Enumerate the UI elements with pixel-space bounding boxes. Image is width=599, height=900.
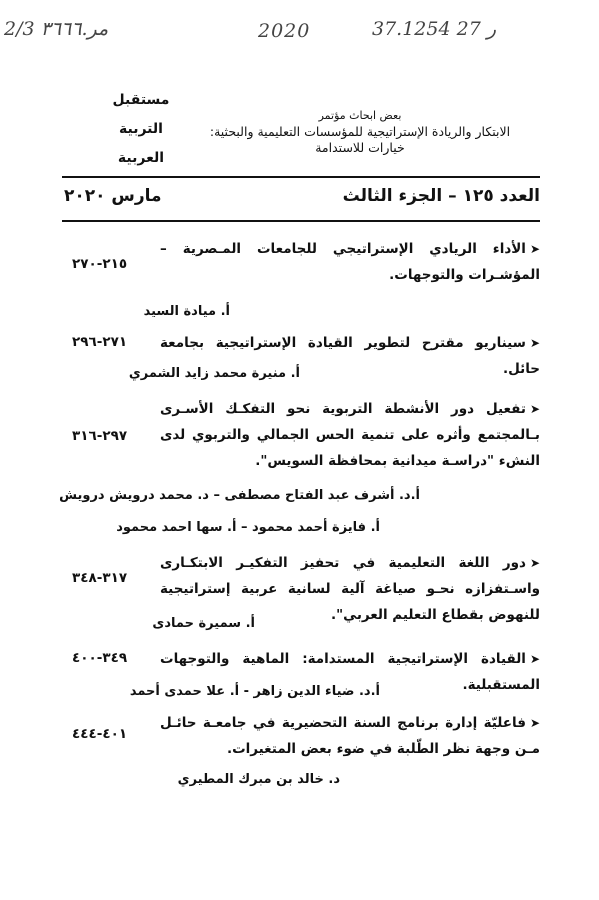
conference-intro: بعض ابحاث مؤتمر (318, 109, 402, 122)
article-author: أ.د. ضياء الدين زاهر - أ. علا حمدى أحمد (129, 684, 380, 699)
bullet-arrow-icon: ➤ (529, 716, 540, 730)
conference-title: الابتكار والريادة الإستراتيجية للمؤسسات التعليمية والبحثية: (209, 124, 511, 139)
article-title-text: الأداء الريادي الإستراتيجي للجامعات المـصرية – المؤشـرات والتوجهات. (160, 241, 540, 283)
article-author: أ. فايزة أحمد محمود – أ. سها احمد محمود (116, 520, 380, 535)
article-author: أ. سميرة حمادى (152, 616, 255, 631)
bullet-arrow-icon: ➤ (529, 556, 540, 570)
handwritten-left: 2/3 ﻣﺮ.٣٦٦٦ (4, 18, 109, 40)
journal-name-line: مستقبل (112, 92, 170, 108)
handwritten-right: 37.1254 27 ﺭ (372, 18, 497, 40)
journal-name-line: التربية (119, 121, 163, 137)
page-range: ٢٩٧-٣١٦ (72, 428, 128, 444)
header-divider (62, 220, 540, 222)
handwritten-notes (0, 18, 599, 54)
bullet-arrow-icon: ➤ (529, 652, 540, 666)
article-author: أ. منيرة محمد زايد الشمري (128, 366, 300, 381)
article-title (160, 236, 540, 288)
issue-date: مارس ٢٠٢٠ (64, 186, 162, 206)
article-author: أ.د. أشرف عبد الفتاح مصطفى – د. محمد درويش درويش (59, 488, 420, 503)
article-title (160, 710, 540, 762)
issue-number: العدد ١٢٥ – الجزء الثالث (342, 186, 540, 206)
article-title-text: تفعيل دور الأنشطة التربوية نحو التفكـك الأسـرى بـالمجتمع وأثره على تنمية الحس الجمالي والتربوي لدى النشء "دراسـة ميدانية بمحافظة السويس". (160, 401, 540, 469)
article-author: أ. ميادة السيد (143, 304, 230, 319)
handwritten-year: 2020 (258, 20, 311, 42)
conference-subtitle: خيارات للاستدامة (315, 140, 405, 155)
bullet-arrow-icon: ➤ (529, 242, 540, 256)
bullet-arrow-icon: ➤ (529, 336, 540, 350)
page-range: ٢١٥-٢٧٠ (72, 256, 128, 272)
article-title-text: فاعليّة إدارة برنامج السنة التحضيرية في جامعـة حائـل مـن وجهة نظر الطّلبة في ضوء بعض المتغيرات. (160, 715, 540, 757)
article-title (160, 396, 540, 474)
page-range: ٤٠١-٤٤٤ (72, 726, 128, 742)
article-title-text: سيناريو مقترح لتطوير القيادة الإستراتيجية بجامعة حائل. (160, 335, 540, 377)
bullet-arrow-icon: ➤ (529, 402, 540, 416)
page-range: ٢٧١-٢٩٦ (72, 334, 128, 350)
page-range: ٣٤٩-٤٠٠ (72, 650, 128, 666)
journal-name-line: العربية (117, 150, 165, 166)
article-title-text: القيادة الإستراتيجية المستدامة: الماهية والتوجهات المستقبلية. (160, 651, 540, 693)
article-title-text: دور اللغة التعليمية في تحفيز التفكيـر الابتكـارى واسـتفزازه نحـو صياغة آلية لسانية عربية إستراتيجية للنهوض بقطاع التعليم العربي". (160, 555, 540, 623)
article-author: د. خالد بن مبرك المطيري (177, 772, 340, 787)
page-range: ٣١٧-٣٤٨ (72, 570, 128, 586)
conference-header (200, 108, 520, 156)
top-divider (62, 176, 540, 178)
journal-name (112, 86, 170, 173)
